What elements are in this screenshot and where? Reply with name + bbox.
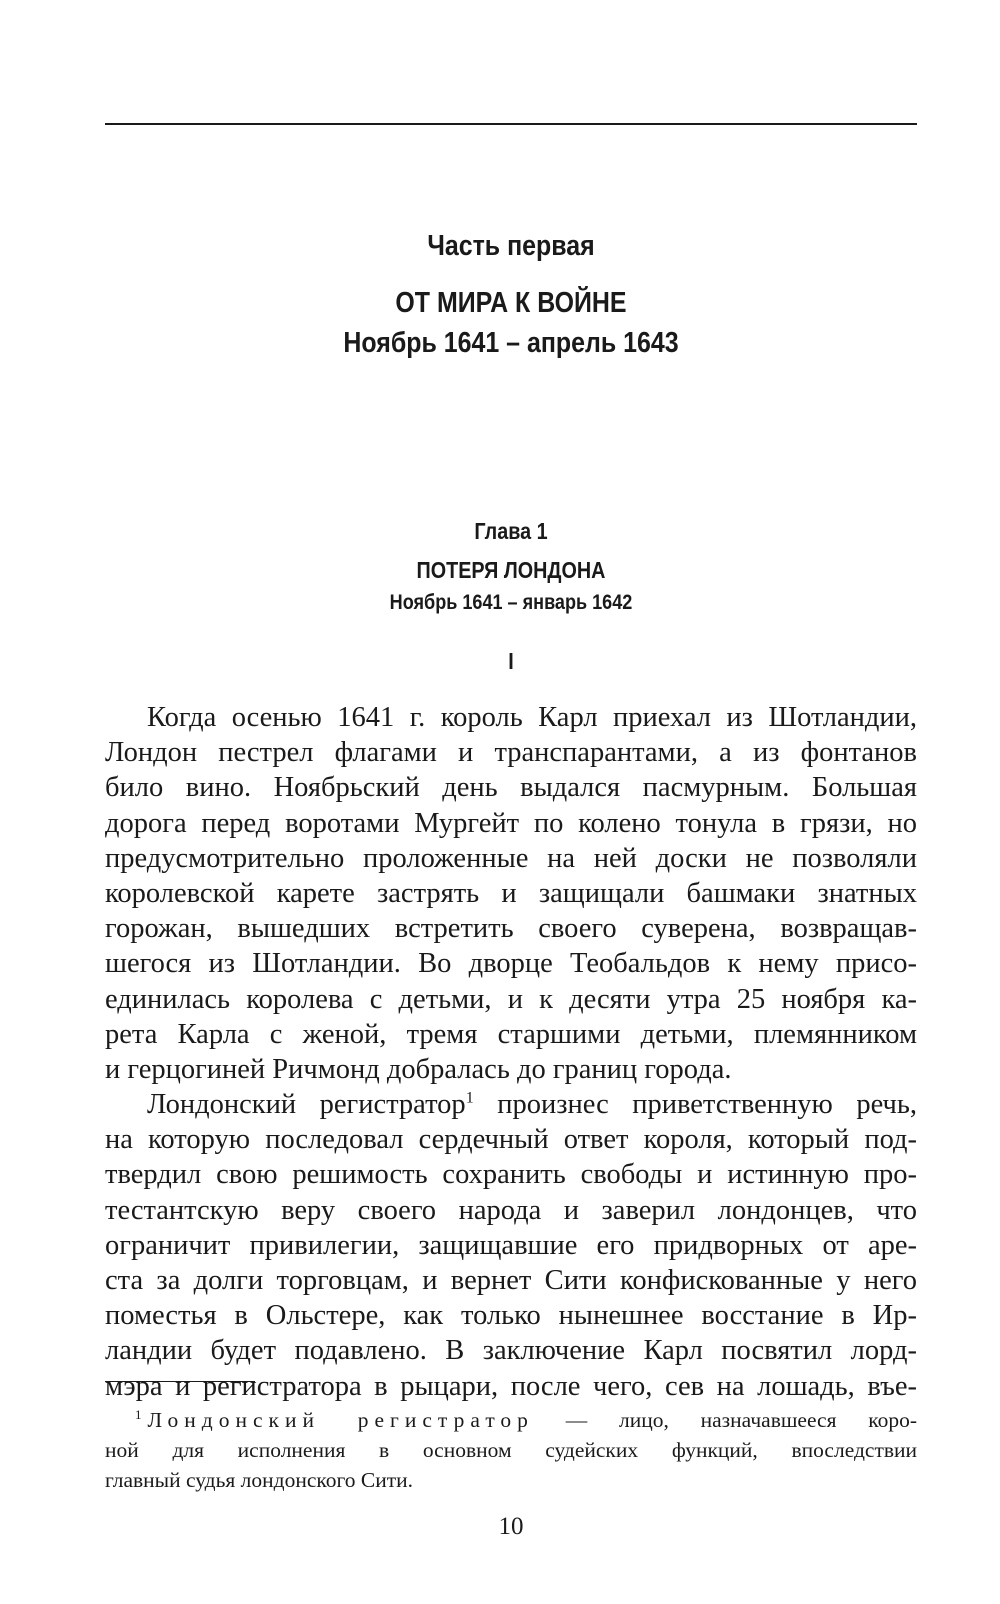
paragraph-1-line: дорога перед воротами Мургейт по колено тонула в грязи, но [105,807,917,839]
footnote-definition: — лицо, назначавшееся коро- [533,1408,917,1432]
part-label: Часть первая [427,230,595,262]
paragraph-1-line: било вино. Ноябрьский день выдался пасмурным. Большая [105,772,917,804]
footnote-line: ной для исполнения в основном судейских функций, впоследствии [105,1438,917,1462]
paragraph-2-line: ограничит привилегии, защищавшие его придворных от аре- [105,1229,917,1261]
footnote-separator [105,1381,255,1382]
paragraph-1-line: рета Карла с женой, тремя старшими детьми, племянником [105,1018,917,1050]
section-number: I [508,648,514,674]
paragraph-2-line: ста за долги торговцам, и вернет Сити конфискованные у него [105,1265,917,1296]
paragraph-1-line: предусмотрительно проложенные на ней доски не позволяли [105,842,917,874]
footnote-term: Лондонский регистратор [147,1408,534,1432]
paragraph-2-line: тестантскую веру своего народа и заверил лондонцев, что [105,1194,917,1226]
paragraph-2-line: поместья в Ольстере, как только нынешнее восстание в Ир- [105,1300,917,1332]
paragraph-1-line: Когда осенью 1641 г. король Карл приехал из Шотландии, [147,702,917,733]
chapter-label: Глава 1 [474,518,548,544]
paragraph-1-line: шегося из Шотландии. Во дворце Теобальдов к нему присо- [105,948,917,980]
paragraph-2-line: ландии будет подавлено. В заключение Карл посвятил лорд- [105,1335,917,1367]
paragraph-2-continued: произнес приветственную речь, [473,1089,917,1121]
part-title: ОТ МИРА К ВОЙНЕ [395,287,627,319]
chapter-dates: Ноябрь 1641 – январь 1642 [389,591,633,614]
paragraph-2-line: на которую последовал сердечный ответ короля, который под- [105,1124,917,1156]
body-text [105,700,917,1404]
paragraph-2-line: твердил свою решимость сохранить свободы и истинную про- [105,1159,917,1191]
paragraph-1-line: королевской карете застрять и защищали башмаки знатных [105,877,917,909]
paragraph-1-line: единилась королева с детьми, и к десяти утра 25 ноября ка- [105,983,917,1015]
footnote-reference[interactable]: 1 [465,1089,474,1107]
top-rule [105,123,917,125]
footnote-line: главный судья лондонского Сити. [105,1468,414,1492]
footnote-first-line [105,1405,917,1435]
chapter-title: ПОТЕРЯ ЛОНДОНА [416,557,606,583]
footnote [105,1405,917,1495]
page-number: 10 [498,1513,524,1540]
paragraph-2-first-line [105,1087,917,1122]
paragraph-2-line: мэра и регистратора в рыцари, после чего, сев на лошадь, въе- [105,1370,917,1402]
paragraph-2-start: Лондонский регистратор [147,1089,466,1121]
part-dates: Ноябрь 1641 – апрель 1643 [343,327,679,359]
paragraph-1-line: Лондон пестрел флагами и транспарантами, а из фонтанов [105,737,917,769]
paragraph-1-line: горожан, вышедших встретить своего суверена, возвращав- [105,913,917,945]
paragraph-1-line: и герцогиней Ричмонд добралась до границ города. [105,1053,732,1085]
footnote-number: 1 [135,1406,142,1422]
